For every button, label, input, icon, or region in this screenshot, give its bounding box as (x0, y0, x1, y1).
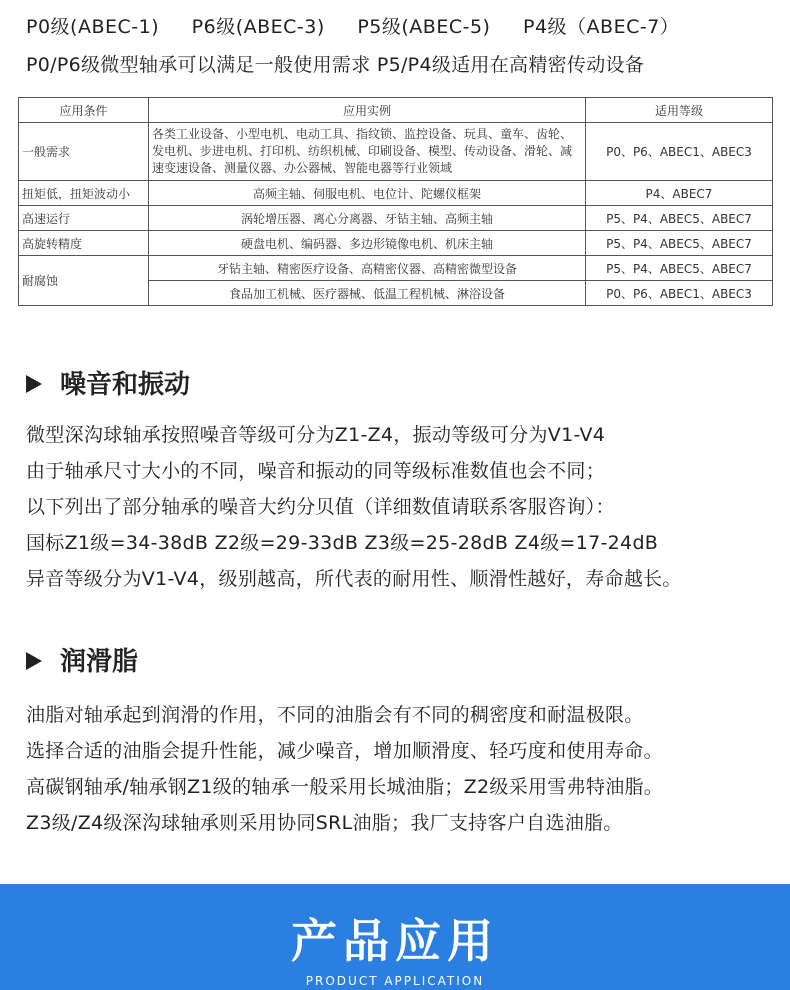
noise-line: 以下列出了部分轴承的噪音大约分贝值（详细数值请联系客服咨询）： (26, 496, 615, 518)
banner-title: 产品应用 (291, 914, 499, 968)
table-row (19, 181, 773, 206)
cell-grade: P0、P6、ABEC1、ABEC3 (586, 123, 773, 181)
cell-example: 各类工业设备、小型电机、电动工具、指纹锁、监控设备、玩具、童车、齿轮、发电机、步进电机、打印机、纺织机械、印刷设备、模型、传动设备、滑轮、减速变速设备、测量仪器、办公器械、智能电器等行业领域 (149, 123, 586, 181)
cell-condition: 高旋转精度 (19, 231, 149, 256)
grease-line: 油脂对轴承起到润滑的作用，不同的油脂会有不同的稠密度和耐温极限。 (26, 704, 644, 726)
noise-title-text: 噪音和振动 (60, 370, 191, 400)
cell-condition: 扭矩低，扭矩波动小 (19, 181, 149, 206)
noise-line: 微型深沟球轴承按照噪音等级可分为Z1-Z4，振动等级可分为V1-V4 (26, 424, 606, 446)
cell-example: 食品加工机械、医疗器械、低温工程机械、淋浴设备 (149, 281, 586, 306)
grease-line: Z3级/Z4级深沟球轴承则采用协同SRL油脂；我厂支持客户自选油脂。 (26, 812, 623, 834)
cell-example: 牙钻主轴、精密医疗设备、高精密仪器、高精密微型设备 (149, 256, 586, 281)
table-header-row (19, 98, 773, 123)
application-table (18, 97, 773, 306)
table-row (19, 123, 773, 181)
cell-grade: P4、ABEC7 (586, 181, 773, 206)
table-row (19, 206, 773, 231)
grade-p5: P5级(ABEC-5) (357, 16, 491, 38)
grade-list (26, 12, 705, 39)
grade-p6: P6级(ABEC-3) (191, 16, 325, 38)
header-condition: 应用条件 (19, 98, 149, 123)
cell-grade: P5、P4、ABEC5、ABEC7 (586, 206, 773, 231)
noise-line: 异音等级分为V1-V4，级别越高，所代表的耐用性、顺滑性越好，寿命越长。 (26, 568, 682, 590)
triangle-bullet-icon (26, 375, 42, 393)
grade-p0: P0级(ABEC-1) (26, 16, 160, 38)
header-grade: 适用等级 (586, 98, 773, 123)
cell-grade: P5、P4、ABEC5、ABEC7 (586, 256, 773, 281)
header-example: 应用实例 (149, 98, 586, 123)
cell-example: 涡轮增压器、离心分离器、牙钻主轴、高频主轴 (149, 206, 586, 231)
table-row (19, 231, 773, 256)
noise-section-title (26, 364, 190, 401)
cell-grade: P0、P6、ABEC1、ABEC3 (586, 281, 773, 306)
cell-condition: 耐腐蚀 (19, 256, 149, 306)
cell-example: 高频主轴、伺服电机、电位计、陀螺仪框架 (149, 181, 586, 206)
cell-condition: 一般需求 (19, 123, 149, 181)
grease-line: 选择合适的油脂会提升性能，减少噪音，增加顺滑度、轻巧度和使用寿命。 (26, 740, 663, 762)
banner-subtitle: PRODUCT APPLICATION (305, 974, 485, 988)
grease-section-title (26, 641, 138, 678)
table-row (19, 256, 773, 281)
grade-description: P0/P6级微型轴承可以满足一般使用需求 P5/P4级适用在高精密传动设备 (26, 54, 645, 76)
grade-p4: P4级（ABEC-7） (523, 16, 680, 38)
cell-grade: P5、P4、ABEC5、ABEC7 (586, 231, 773, 256)
noise-line: 国标Z1级=34-38dB Z2级=29-33dB Z3级=25-28dB Z4级=17-24dB (26, 532, 659, 554)
grease-title-text: 润滑脂 (60, 647, 139, 677)
noise-line: 由于轴承尺寸大小的不同，噪音和振动的同等级标准数值也会不同； (26, 460, 606, 482)
grease-line: 高碳钢轴承/轴承钢Z1级的轴承一般采用长城油脂；Z2级采用雪弗特油脂。 (26, 776, 664, 798)
cell-condition: 高速运行 (19, 206, 149, 231)
triangle-bullet-icon (26, 652, 42, 670)
cell-example: 硬盘电机、编码器、多边形镜像电机、机床主轴 (149, 231, 586, 256)
